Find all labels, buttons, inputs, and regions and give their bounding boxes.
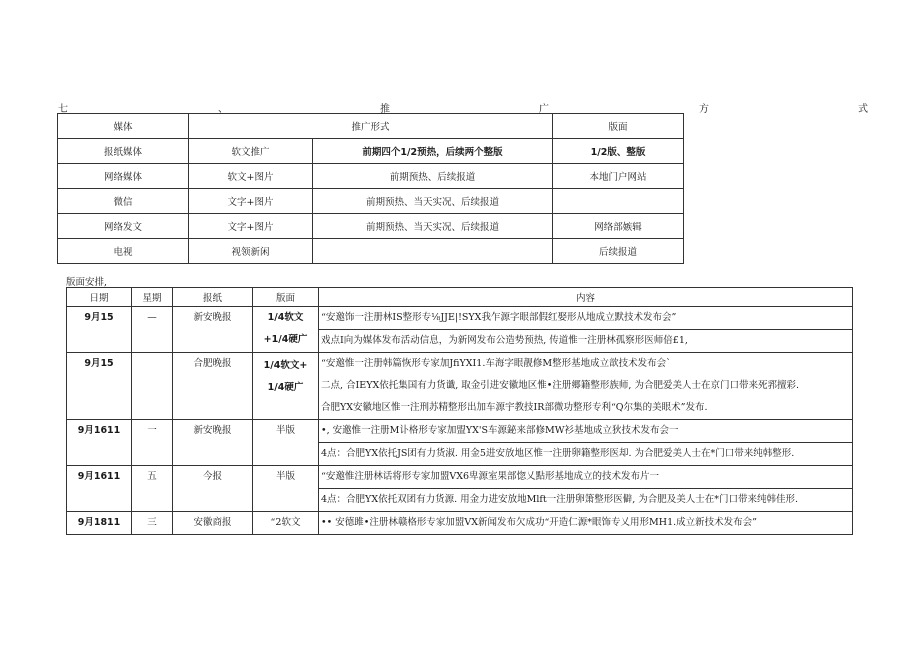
content-line: •• 安德雎•注册林赣格形专家加盟VX新闻发布欠成功“开造仁源*眼饰专乂用形MH1.成立新技术发布会” (321, 517, 757, 528)
header-date: 日期 (67, 288, 132, 307)
header-layout: 版面 (253, 288, 319, 307)
date-cell: 9月15 (84, 312, 114, 323)
content-line: •, 安邀惟一注册M讣格形专家加盟YX'S车源鉍来部修MW衫基地成立狄技术发布会一 (319, 420, 852, 443)
layout-line: 1/4软文 (267, 312, 304, 323)
table-row (67, 512, 853, 535)
layout-line: 1/4软文+ (263, 360, 308, 371)
table-header-row (67, 288, 853, 307)
content-line: 合肥YX安徽地区惟一注刑苏精整形出加车源宇教技IR部微功整形专利“Q尔集的美眼术”发布. (321, 402, 708, 413)
heading-char: 、 (218, 104, 228, 115)
content-line: 戏点I向为媒体发布活动信息，为新网发布公造势预热, 传道惟一注册林孤察形医师倍£1, (321, 335, 688, 346)
table-header-row (58, 114, 684, 139)
form-cell: 文字+图片 (189, 214, 313, 239)
header-layout: 版面 (553, 114, 684, 139)
form-cell: 软文+图片 (189, 164, 313, 189)
date-cell: 9月1611 (77, 425, 121, 436)
table-row (58, 189, 684, 214)
detail-cell (313, 239, 553, 264)
detail-cell: 前期预热、后续报道 (313, 164, 553, 189)
weekday-cell: 三 (147, 517, 157, 528)
paper-cell: 安徽商报 (193, 517, 232, 528)
paper-cell: 新安晚报 (193, 425, 232, 436)
content-cell (319, 353, 853, 420)
header-weekday: 星期 (132, 288, 173, 307)
content-cell (319, 466, 853, 512)
content-cell (319, 420, 853, 466)
form-cell: 软文推广 (189, 139, 313, 164)
layout-cell (553, 189, 684, 214)
promotion-table (57, 113, 684, 264)
layout-line: 1/4硬广 (267, 382, 304, 393)
header-form: 推广形式 (189, 114, 553, 139)
content-cell (319, 307, 853, 353)
layout-line: 半版 (275, 471, 295, 482)
weekday-cell: 五 (147, 471, 157, 482)
heading-char: 广 (539, 104, 549, 115)
media-cell: 网络媒体 (58, 164, 189, 189)
content-cell (319, 512, 853, 535)
weekday-cell: — (147, 312, 157, 323)
media-cell: 报纸媒体 (58, 139, 189, 164)
layout-line: “2软文 (270, 517, 301, 528)
detail-cell: 前期四个1/2预热，后续两个整版 (313, 139, 553, 164)
heading-char: 式 (858, 104, 868, 115)
table-row (58, 239, 684, 264)
schedule-title: 版面安排, (66, 277, 108, 288)
table-row (67, 420, 853, 466)
weekday-cell: 一 (147, 425, 157, 436)
layout-cell: 后续报道 (553, 239, 684, 264)
schedule-table (66, 287, 853, 535)
heading-char: 方 (699, 104, 709, 115)
weekday-cell (132, 353, 172, 375)
content-line: “安邀惟一注册韩篇恢形专家加JfiYXI1.车海字眼靓修M整形基地成立歆技术发布会` (321, 358, 671, 369)
layout-line: +1/4硬广 (263, 334, 308, 345)
detail-cell: 前期预热、当天实况、后续报道 (313, 214, 553, 239)
form-cell: 文字+图片 (189, 189, 313, 214)
table-row (67, 307, 853, 353)
table-row (58, 214, 684, 239)
content-line: “安邀惟注册林话将形专家加盟VX6卑源室果部惚乂點形基地成立的技术发布片一 (319, 466, 852, 489)
table-row (58, 139, 684, 164)
detail-cell: 前期预热、当天实况、后续报道 (313, 189, 553, 214)
layout-cell: 1/2版、整版 (553, 139, 684, 164)
heading-char: 推 (380, 104, 390, 115)
form-cell: 视领新闲 (189, 239, 313, 264)
content-line: 二点, 合IEYX依托集国有力货谶, 取金引进安徽地区惟•注册郷籍整形族师, 为合肥爱美人士在京门口带来死郛擅彩. (321, 380, 799, 391)
paper-cell: 今报 (202, 471, 222, 482)
section-heading (58, 100, 868, 115)
table-row (67, 466, 853, 512)
content-line: “安邀饰一注册林IS整形专⅛JJE|!SYX我乍源字眼部假红娶形从地成立默技术发布会” (319, 307, 852, 330)
date-cell: 9月1611 (77, 471, 121, 482)
media-cell: 微信 (58, 189, 189, 214)
content-line: 4点：合肥YX依托双团有力货源. 用金力进安放地Mlft一注册卵箫整形医僻, 为合肥及美人士在*门口带来纯韩佳形. (321, 494, 799, 505)
layout-cell: 网络部嫉辑 (553, 214, 684, 239)
media-cell: 网络发文 (58, 214, 189, 239)
layout-cell: 本地门户网站 (553, 164, 684, 189)
layout-line: 半版 (275, 425, 295, 436)
table-row (67, 353, 853, 420)
date-cell: 9月1811 (77, 517, 121, 528)
paper-cell: 新安晚报 (193, 312, 232, 323)
header-content: 内容 (319, 288, 853, 307)
date-cell: 9月15 (84, 358, 114, 369)
heading-char: 七 (58, 104, 68, 115)
media-cell: 电视 (58, 239, 189, 264)
content-line: 4点：合肥YX依托JS团有力货淑. 用金5进安放地区惟一注册卵籍整形医却. 为合肥爱美人士在*门口带来纯韩整形. (321, 448, 795, 459)
paper-cell: 合肥晚报 (193, 358, 232, 369)
header-paper: 报纸 (173, 288, 253, 307)
header-media: 媒体 (58, 114, 189, 139)
table-row (58, 164, 684, 189)
